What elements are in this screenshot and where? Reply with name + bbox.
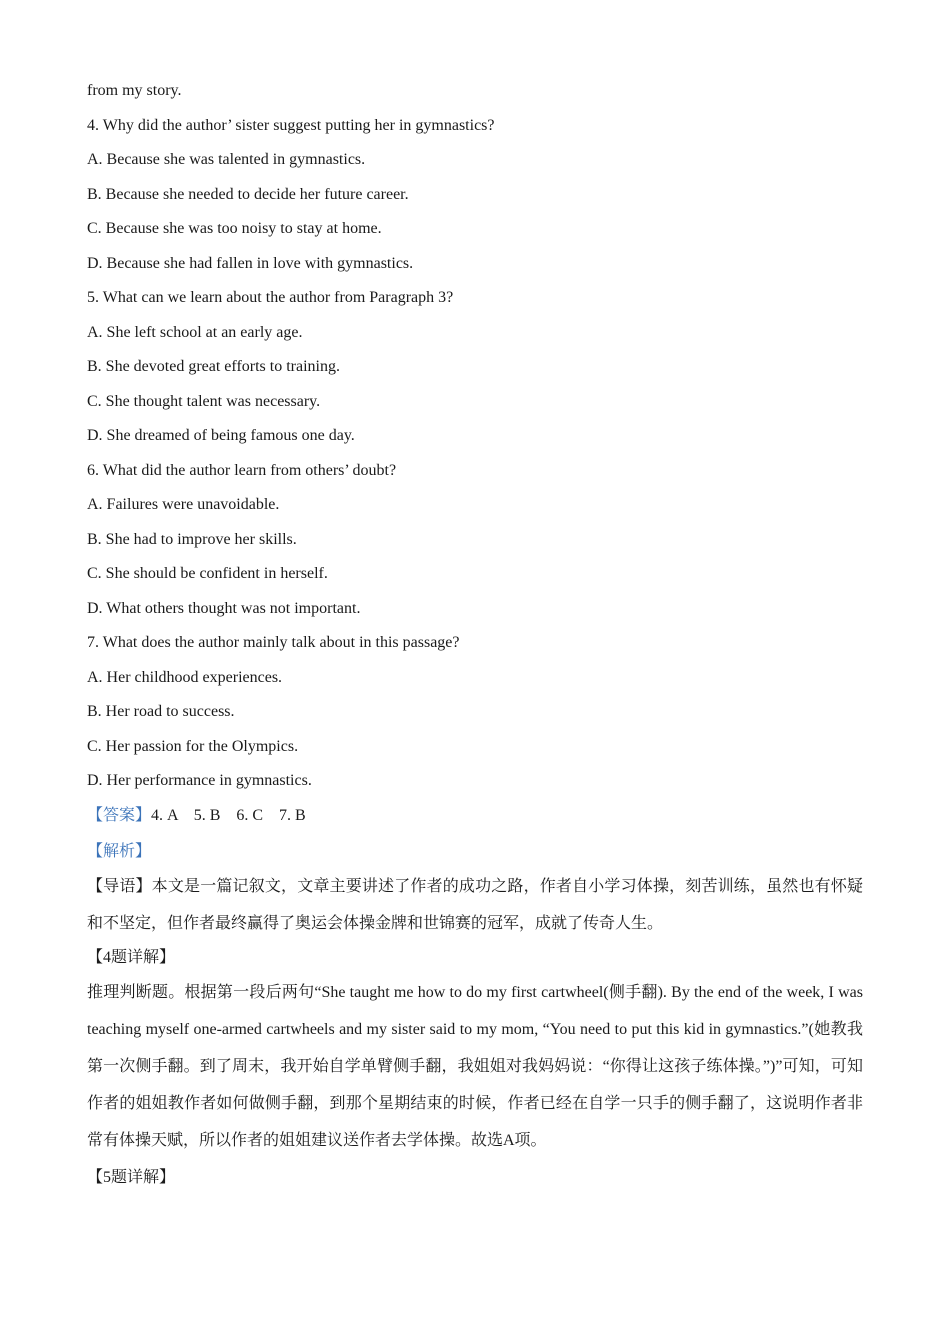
- detail-4-paragraph: 推理判断题。根据第一段后两句“She taught me how to do my first cartwheel(侧手翻). By the end of the week, I was teaching myself one-armed cartwheels and my sister said to my mom, “You need to put this kid in gymnastics.”(她教我第一次侧手翻。到了周末，我开始自学单臂侧手翻，我姐姐对我妈妈说：“你得让这孩子练体操。”)”可知，可知作者的姐姐教作者如何做侧手翻，到那个星期结束的时候，作者已经在自学一只手的侧手翻了，这说明作者非常有体操天赋，所以作者的姐姐建议送作者去学体操。故选A项。: [87, 984, 863, 1149]
- option-5a: A. She left school at an early age.: [87, 324, 303, 341]
- option-6d: D. What others thought was not important.: [87, 600, 361, 617]
- detail-5-label: 【5题详解】: [87, 1169, 176, 1186]
- option-7b: B. Her road to success.: [87, 703, 235, 720]
- option-7a: A. Her childhood experiences.: [87, 669, 283, 686]
- question-5: 5. What can we learn about the author from Paragraph 3?: [87, 289, 454, 306]
- option-4c: C. Because she was too noisy to stay at home.: [87, 220, 382, 237]
- analysis-label: 【解析】: [87, 843, 152, 860]
- question-6: 6. What did the author learn from others’ doubt?: [87, 462, 397, 479]
- option-7c: C. Her passion for the Olympics.: [87, 738, 299, 755]
- option-4d: D. Because she had fallen in love with gymnastics.: [87, 255, 414, 272]
- answer-line: [87, 806, 306, 826]
- option-6a: A. Failures were unavoidable.: [87, 496, 280, 513]
- option-4a: A. Because she was talented in gymnastics.: [87, 151, 366, 168]
- option-7d: D. Her performance in gymnastics.: [87, 772, 312, 789]
- question-4: 4. Why did the author’ sister suggest putting her in gymnastics?: [87, 117, 495, 134]
- option-4b: B. Because she needed to decide her future career.: [87, 186, 409, 203]
- guide-paragraph: 【导语】本文是一篇记叙文，文章主要讲述了作者的成功之路，作者自小学习体操，刻苦训练，虽然也有怀疑和不坚定，但作者最终赢得了奥运会体操金牌和世锦赛的冠军，成就了传奇人生。: [87, 878, 863, 932]
- option-5c: C. She thought talent was necessary.: [87, 393, 321, 410]
- option-5b: B. She devoted great efforts to training.: [87, 358, 340, 375]
- option-6c: C. She should be confident in herself.: [87, 565, 328, 582]
- question-7: 7. What does the author mainly talk about in this passage?: [87, 634, 460, 651]
- option-5d: D. She dreamed of being famous one day.: [87, 427, 355, 444]
- option-6b: B. She had to improve her skills.: [87, 531, 297, 548]
- answer-label: 【答案】: [87, 807, 152, 824]
- passage-tail: from my story.: [87, 82, 182, 99]
- detail-4-label: 【4题详解】: [87, 949, 176, 966]
- answer-text: 4. A 5. B 6. C 7. B: [151, 807, 306, 824]
